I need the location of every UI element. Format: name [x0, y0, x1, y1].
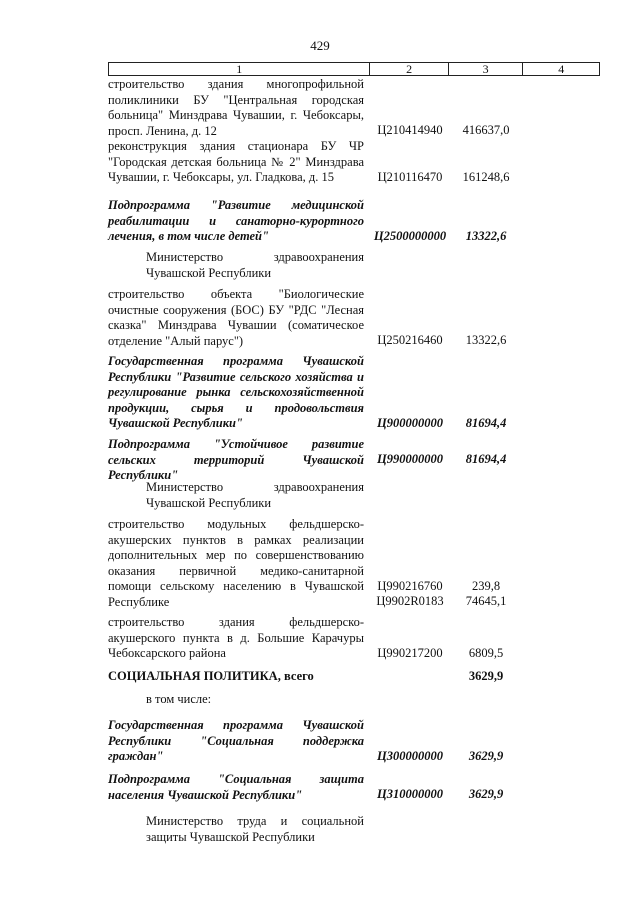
row-code: Ц990216760 — [377, 579, 443, 593]
row-amount: 6809,5 — [468, 646, 504, 660]
row-text: Министерство здравоохранения Чувашской Республики — [146, 480, 364, 510]
row-text: Подпрограмма "Социальная защита населения Чувашской Республики" — [108, 772, 364, 802]
row-text: Государственная программа Чувашской Республики "Развитие сельского хозяйства и регулирование рынка сельскохозяйственной продукции, сырья и продовольствия Чувашской Республики" — [108, 354, 364, 430]
row-code: Ц2500000000 — [373, 229, 447, 243]
row-text: Подпрограмма "Устойчивое развитие сельских территорий Чувашской Республики" — [108, 437, 364, 482]
row-text: Подпрограмма "Развитие медицинской реабилитации и санаторно-курортного лечения, в том числе детей" — [108, 198, 364, 243]
row-code: Ц990000000 — [377, 452, 443, 466]
header-col-3: 3 — [449, 63, 524, 75]
row-code: Ц210116470 — [377, 170, 443, 184]
table-header — [108, 62, 600, 76]
row-amount: 3629,9 — [468, 669, 504, 683]
row-amount: 81694,4 — [465, 452, 507, 466]
row-code: Ц990217200 — [377, 646, 443, 660]
header-col-1: 1 — [109, 63, 370, 75]
row-text: строительство модульных фельдшерско-акушерских пунктов в рамках реализации дополнительных мер по совершенствованию оказания первичной медико-санитарной помощи сельскому населению в Чувашской Республике — [108, 517, 364, 609]
row-code: Ц310000000 — [377, 787, 443, 801]
row-text: Государственная программа Чувашской Республики "Социальная поддержка граждан" — [108, 718, 364, 763]
row-amount: 13322,6 — [465, 229, 507, 243]
row-text: Министерство труда и социальной защиты Чувашской Республики — [146, 814, 364, 844]
row-amount: 161248,6 — [462, 170, 510, 184]
row-amount: 416637,0 — [462, 123, 510, 137]
header-col-4: 4 — [558, 62, 565, 76]
row-amount: 81694,4 — [465, 416, 507, 430]
row-text: строительство здания многопрофильной поликлиники БУ "Центральная городская больница" Минздрава Чувашии, г. Чебоксары, просп. Ленина, д. 12 — [108, 77, 364, 138]
row-text: строительство объекта "Биологические очистные сооружения (БОС) БУ "РДС "Лесная сказка" Минздрава Чувашии (соматическое отделение "Алый парус") — [108, 287, 364, 348]
row-text: Министерство здравоохранения Чувашской Республики — [146, 250, 364, 280]
row-amount: 3629,9 — [468, 787, 504, 801]
row-text: СОЦИАЛЬНАЯ ПОЛИТИКА, всего — [108, 669, 314, 683]
row-text: строительство здания фельдшерско-акушерского пункта в д. Большие Карачуры Чебоксарского района — [108, 615, 364, 660]
row-text: реконструкция здания стационара БУ ЧР "Городская детская больница № 2" Минздрава Чувашии, г. Чебоксары, ул. Гладкова, д. 15 — [108, 139, 364, 184]
row-amount: 13322,6 — [465, 333, 507, 347]
page-number: 429 — [310, 38, 330, 53]
row-text: в том числе: — [146, 692, 212, 706]
row-code: Ц250216460 — [377, 333, 443, 347]
row-amount: 74645,1 — [465, 594, 507, 608]
row-code: Ц210414940 — [377, 123, 443, 137]
header-col-2: 2 — [370, 63, 449, 75]
row-code: Ц900000000 — [377, 416, 443, 430]
row-code: Ц300000000 — [377, 749, 443, 763]
row-amount: 3629,9 — [468, 749, 504, 763]
row-code: Ц9902R0183 — [376, 594, 444, 608]
row-amount: 239,8 — [471, 579, 501, 593]
